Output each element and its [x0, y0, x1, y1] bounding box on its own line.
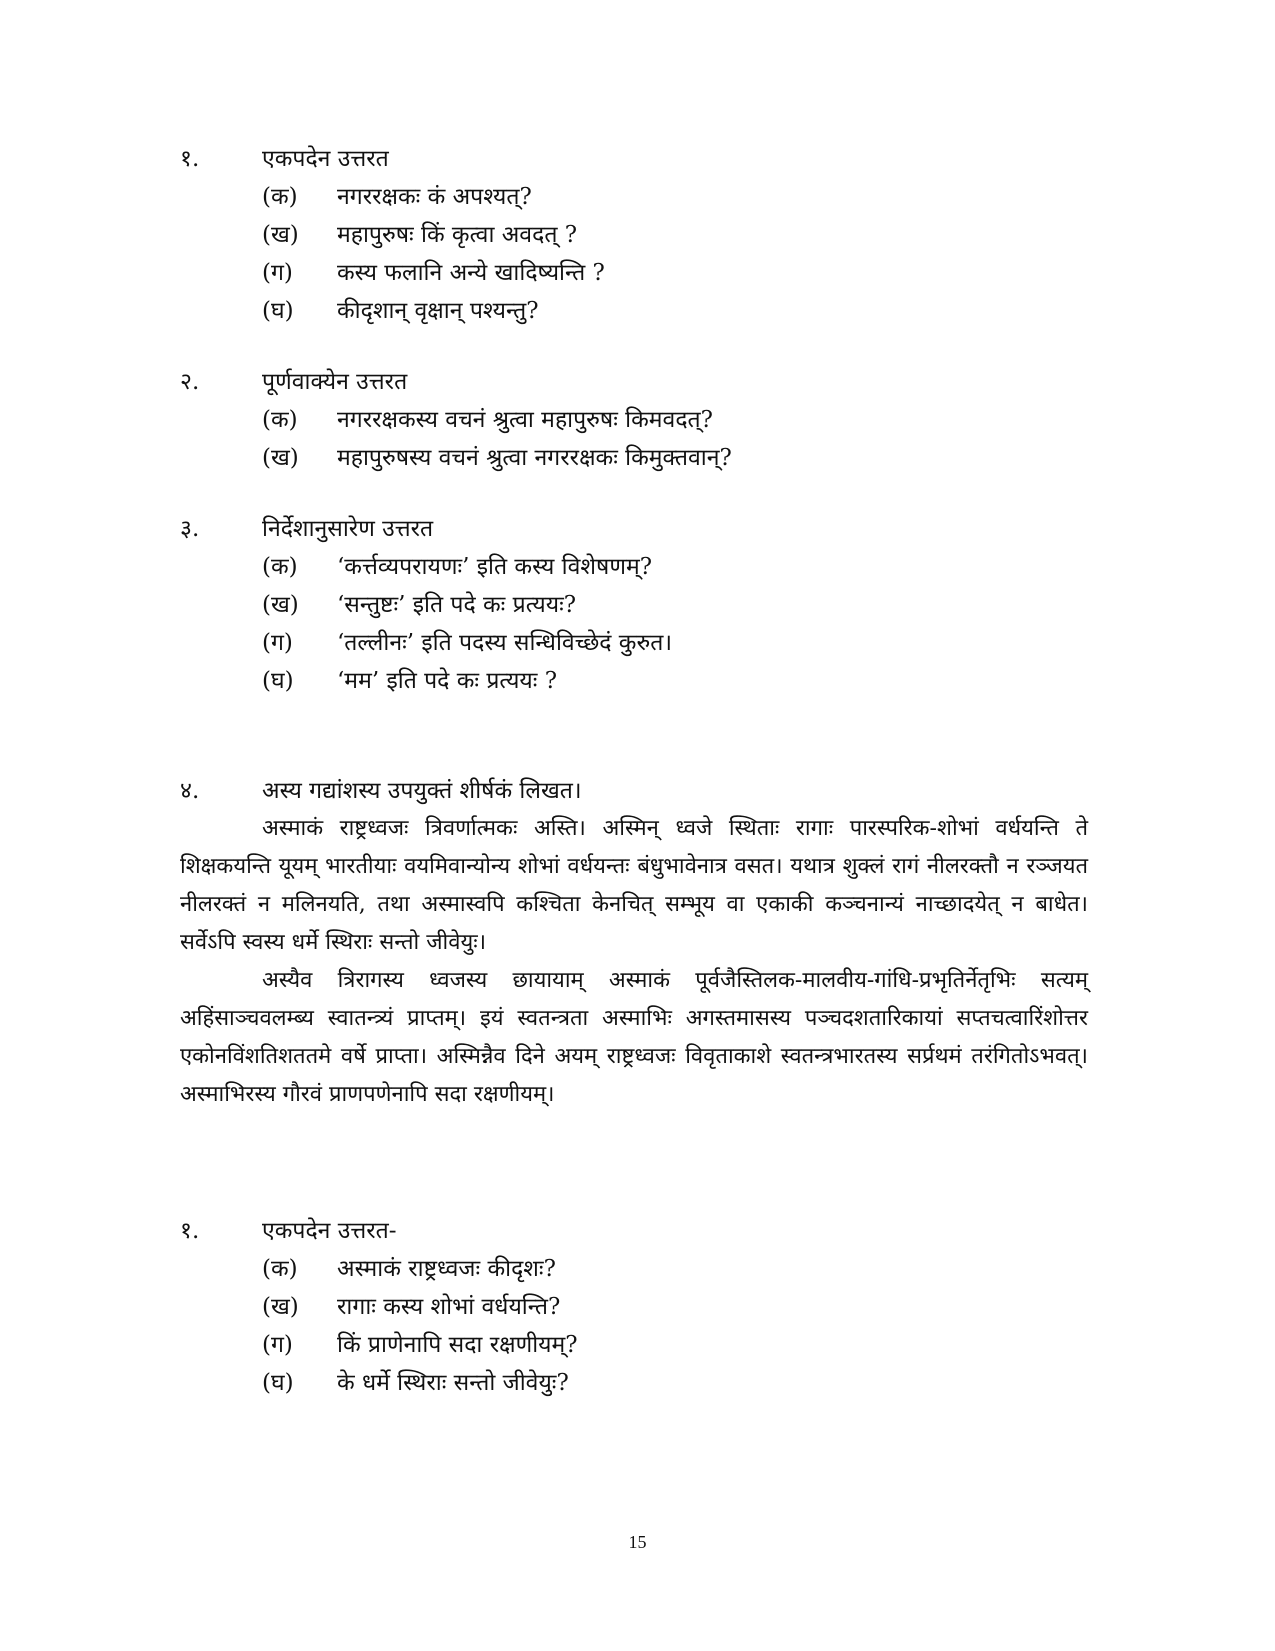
question-heading — [0, 363, 1275, 401]
question-number: १. — [180, 1218, 200, 1244]
sub-question — [0, 216, 1275, 254]
sub-question-label: (क) — [262, 184, 298, 210]
sub-question-text: महापुरुषः किं कृत्वा अवदत् ? — [337, 222, 578, 248]
question-number: ४. — [180, 778, 200, 804]
passage-paragraph-2: अस्यैव त्रिरागस्य ध्वजस्य छायायाम् अस्माकं पूर्वजैस्तिलक-मालवीय-गांधि-प्रभृतिर्नेतृभिः सत्यम् अहिंसाञ्चवलम्ब्य स्वातन्त्र्यं प्राप्तम्। इयं स्वतन्त्रता अस्माभिः अगस्तमासस्य पञ्चदशतारिकायां सप्तचत्वारिंशोत्तर एकोनविंशतिशततमे वर्षे प्राप्ता। अस्मिन्नैव दिने अयम् राष्ट्रध्वजः विवृताकाशे स्वतन्त्रभारतस्य सर्प्रथमं तरंगितोऽभवत्। अस्माभिरस्य गौरवं प्राणपणेनापि सदा रक्षणीयम्। — [180, 968, 1088, 1107]
question-section-2 — [0, 363, 1275, 477]
sub-question-text: ‘तल्लीनः’ इति पदस्य सन्धिविच्छेदं कुरुत। — [337, 630, 673, 656]
sub-question — [0, 1364, 1275, 1402]
sub-question-label: (क) — [262, 1256, 298, 1282]
question-heading — [0, 772, 1275, 810]
passage-sub-section — [0, 1212, 1275, 1402]
sub-question-text: ‘मम’ इति पदे कः प्रत्ययः ? — [337, 668, 558, 694]
sub-question-label: (ग) — [262, 260, 293, 286]
sub-question — [0, 586, 1275, 624]
sub-question-label: (ख) — [262, 1294, 299, 1320]
sub-question-text: अस्माकं राष्ट्रध्वजः कीदृशः? — [337, 1256, 556, 1282]
question-section-1 — [0, 140, 1275, 330]
sub-question-label: (ग) — [262, 630, 293, 656]
sub-question-label: (ख) — [262, 222, 299, 248]
sub-question-text: किं प्राणेनापि सदा रक्षणीयम्? — [337, 1332, 578, 1358]
sub-question-text: ‘सन्तुष्टः’ इति पदे कः प्रत्ययः? — [337, 592, 577, 618]
passage-paragraph-1: अस्माकं राष्ट्रध्वजः त्रिवर्णात्मकः अस्ति। अस्मिन् ध्वजे स्थिताः रागाः पारस्परिक-शोभां वर्धयन्ति ते शिक्षकयन्ति यूयम् भारतीयाः वयमिवान्योन्य शोभां वर्धयन्तः बंधुभावेनात्र वसत। यथात्र शुक्लं रागं नीलरक्तौ न रञ्जयत नीलरक्तं न मलिनयति, तथा अस्मास्वपि कश्चिता केनचित् सम्भूय वा एकाकी कञ्चनान्यं नाच्छादयेत् न बाधेत। सर्वेऽपि स्वस्य धर्मे स्थिराः सन्तो जीवेयुः। — [180, 816, 1088, 955]
sub-question — [0, 1250, 1275, 1288]
question-heading — [0, 1212, 1275, 1250]
page-number: 15 — [628, 1532, 647, 1552]
sub-question-label: (क) — [262, 554, 298, 580]
question-number: ३. — [180, 516, 200, 542]
question-section-3 — [0, 510, 1275, 700]
sub-question-text: रागाः कस्य शोभां वर्धयन्ति? — [337, 1294, 561, 1320]
question-title: एकपदेन उत्तरत — [262, 146, 389, 172]
sub-question-label: (क) — [262, 407, 298, 433]
sub-question — [0, 439, 1275, 477]
sub-question — [0, 548, 1275, 586]
sub-question-text: कस्य फलानि अन्ये खादिष्यन्ति ? — [337, 260, 605, 286]
sub-question-text: नगररक्षकस्य वचनं श्रुत्वा महापुरुषः किमवदत्? — [337, 407, 713, 433]
sub-question-label: (घ) — [262, 1370, 294, 1396]
sub-question — [0, 1288, 1275, 1326]
question-number: २. — [180, 369, 200, 395]
sub-question-label: (ख) — [262, 592, 299, 618]
sub-question-text: नगररक्षकः कं अपश्यत्? — [337, 184, 532, 210]
sub-question — [0, 662, 1275, 700]
sub-question — [0, 254, 1275, 292]
sub-question — [0, 178, 1275, 216]
question-title: पूर्णवाक्येन उत्तरत — [262, 369, 408, 395]
sub-question-text: कीदृशान् वृक्षान् पश्यन्तु? — [337, 298, 539, 324]
question-number: १. — [180, 146, 200, 172]
passage-question-heading — [0, 772, 1275, 810]
sub-question — [0, 1326, 1275, 1364]
sub-question-label: (घ) — [262, 668, 294, 694]
sub-question — [0, 401, 1275, 439]
sub-question-text: ‘कर्त्तव्यपरायणः’ इति कस्य विशेषणम्? — [337, 554, 653, 580]
sub-question — [0, 624, 1275, 662]
question-heading — [0, 510, 1275, 548]
question-title: निर्देशानुसारेण उत्तरत — [262, 516, 434, 542]
sub-question-text: महापुरुषस्य वचनं श्रुत्वा नगररक्षकः किमुक्तवान्? — [337, 445, 732, 471]
question-title: अस्य गद्यांशस्य उपयुक्तं शीर्षकं लिखत। — [262, 778, 582, 804]
question-title: एकपदेन उत्तरत- — [262, 1218, 397, 1244]
sub-question-label: (ग) — [262, 1332, 293, 1358]
sub-question — [0, 292, 1275, 330]
sub-question-label: (ख) — [262, 445, 299, 471]
sub-question-label: (घ) — [262, 298, 294, 324]
passage — [180, 810, 1088, 1114]
sub-question-text: के धर्मे स्थिराः सन्तो जीवेयुः? — [337, 1370, 569, 1396]
question-heading — [0, 140, 1275, 178]
